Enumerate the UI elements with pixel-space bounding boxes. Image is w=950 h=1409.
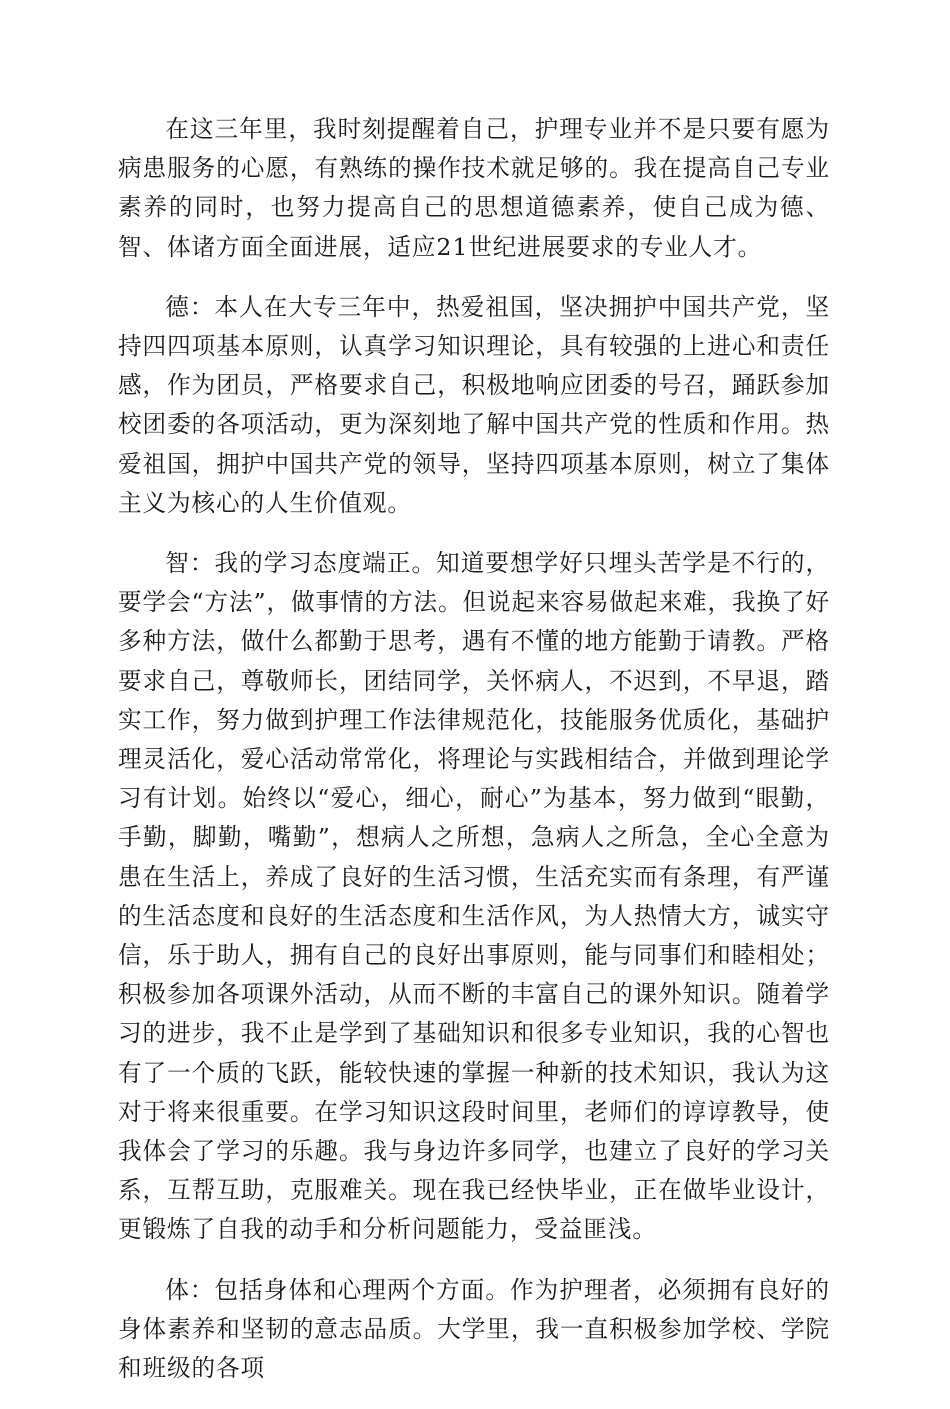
paragraph-intellect: 智：我的学习态度端正。知道要想学好只埋头苦学是不行的，要学会“方法”，做事情的方法。但说起来容易做起来难，我换了好多种方法，做什么都勤于思考，遇有不懂的地方能勤于请教。严格要求自己，尊敬师长，团结同学，关怀病人，不迟到，不早退，踏实工作，努力做到护理工作法律规范化，技能服务优质化，基础护理灵活化，爱心活动常常化，将理论与实践相结合，并做到理论学习有计划。始终以“爱心，细心，耐心”为基本，努力做到“眼勤，手勤，脚勤，嘴勤”，想病人之所想，急病人之所急，全心全意为患在生活上，养成了良好的生活习惯，生活充实而有条理，有严谨的生活态度和良好的生活态度和生活作风，为人热情大方，诚实守信，乐于助人，拥有自己的良好出事原则，能与同事们和睦相处；积极参加各项课外活动，从而不断的丰富自己的课外知识。随着学习的进步，我不止是学到了基础知识和很多专业知识，我的心智也有了一个质的飞跃，能较快速的掌握一种新的技术知识，我认为这对于将来很重要。在学习知识这段时间里，老师们的谆谆教导，使我体会了学习的乐趣。我与身边许多同学，也建立了良好的学习关系，互帮互助，克服难关。现在我已经快毕业，正在做毕业设计，更锻炼了自我的动手和分析问题能力，受益匪浅。 bbox=[118, 549, 830, 1244]
paragraph-morality: 德：本人在大专三年中，热爱祖国，坚决拥护中国共产党，坚持四四项基本原则，认真学习知识理论，具有较强的上进心和责任感，作为团员，严格要求自己，积极地响应团委的号召，踊跃参加校团委的各项活动，更为深刻地了解中国共产党的性质和作用。热爱祖国，拥护中国共产党的领导，坚持四项基本原则，树立了集体主义为核心的人生价值观。 bbox=[118, 292, 830, 517]
paragraph-intro: 在这三年里，我时刻提醒着自己，护理专业并不是只要有愿为病患服务的心愿，有熟练的操作技术就足够的。我在提高自己专业素养的同时，也努力提高自己的思想道德素养，使自己成为德、智、体诸方面全面进展，适应21世纪进展要求的专业人才。 bbox=[118, 115, 830, 261]
document-body bbox=[118, 110, 830, 1409]
paragraph-physical: 体：包括身体和心理两个方面。作为护理者，必须拥有良好的身体素养和坚韧的意志品质。大学里，我一直积极参加学校、学院和班级的各项 bbox=[118, 1275, 830, 1383]
